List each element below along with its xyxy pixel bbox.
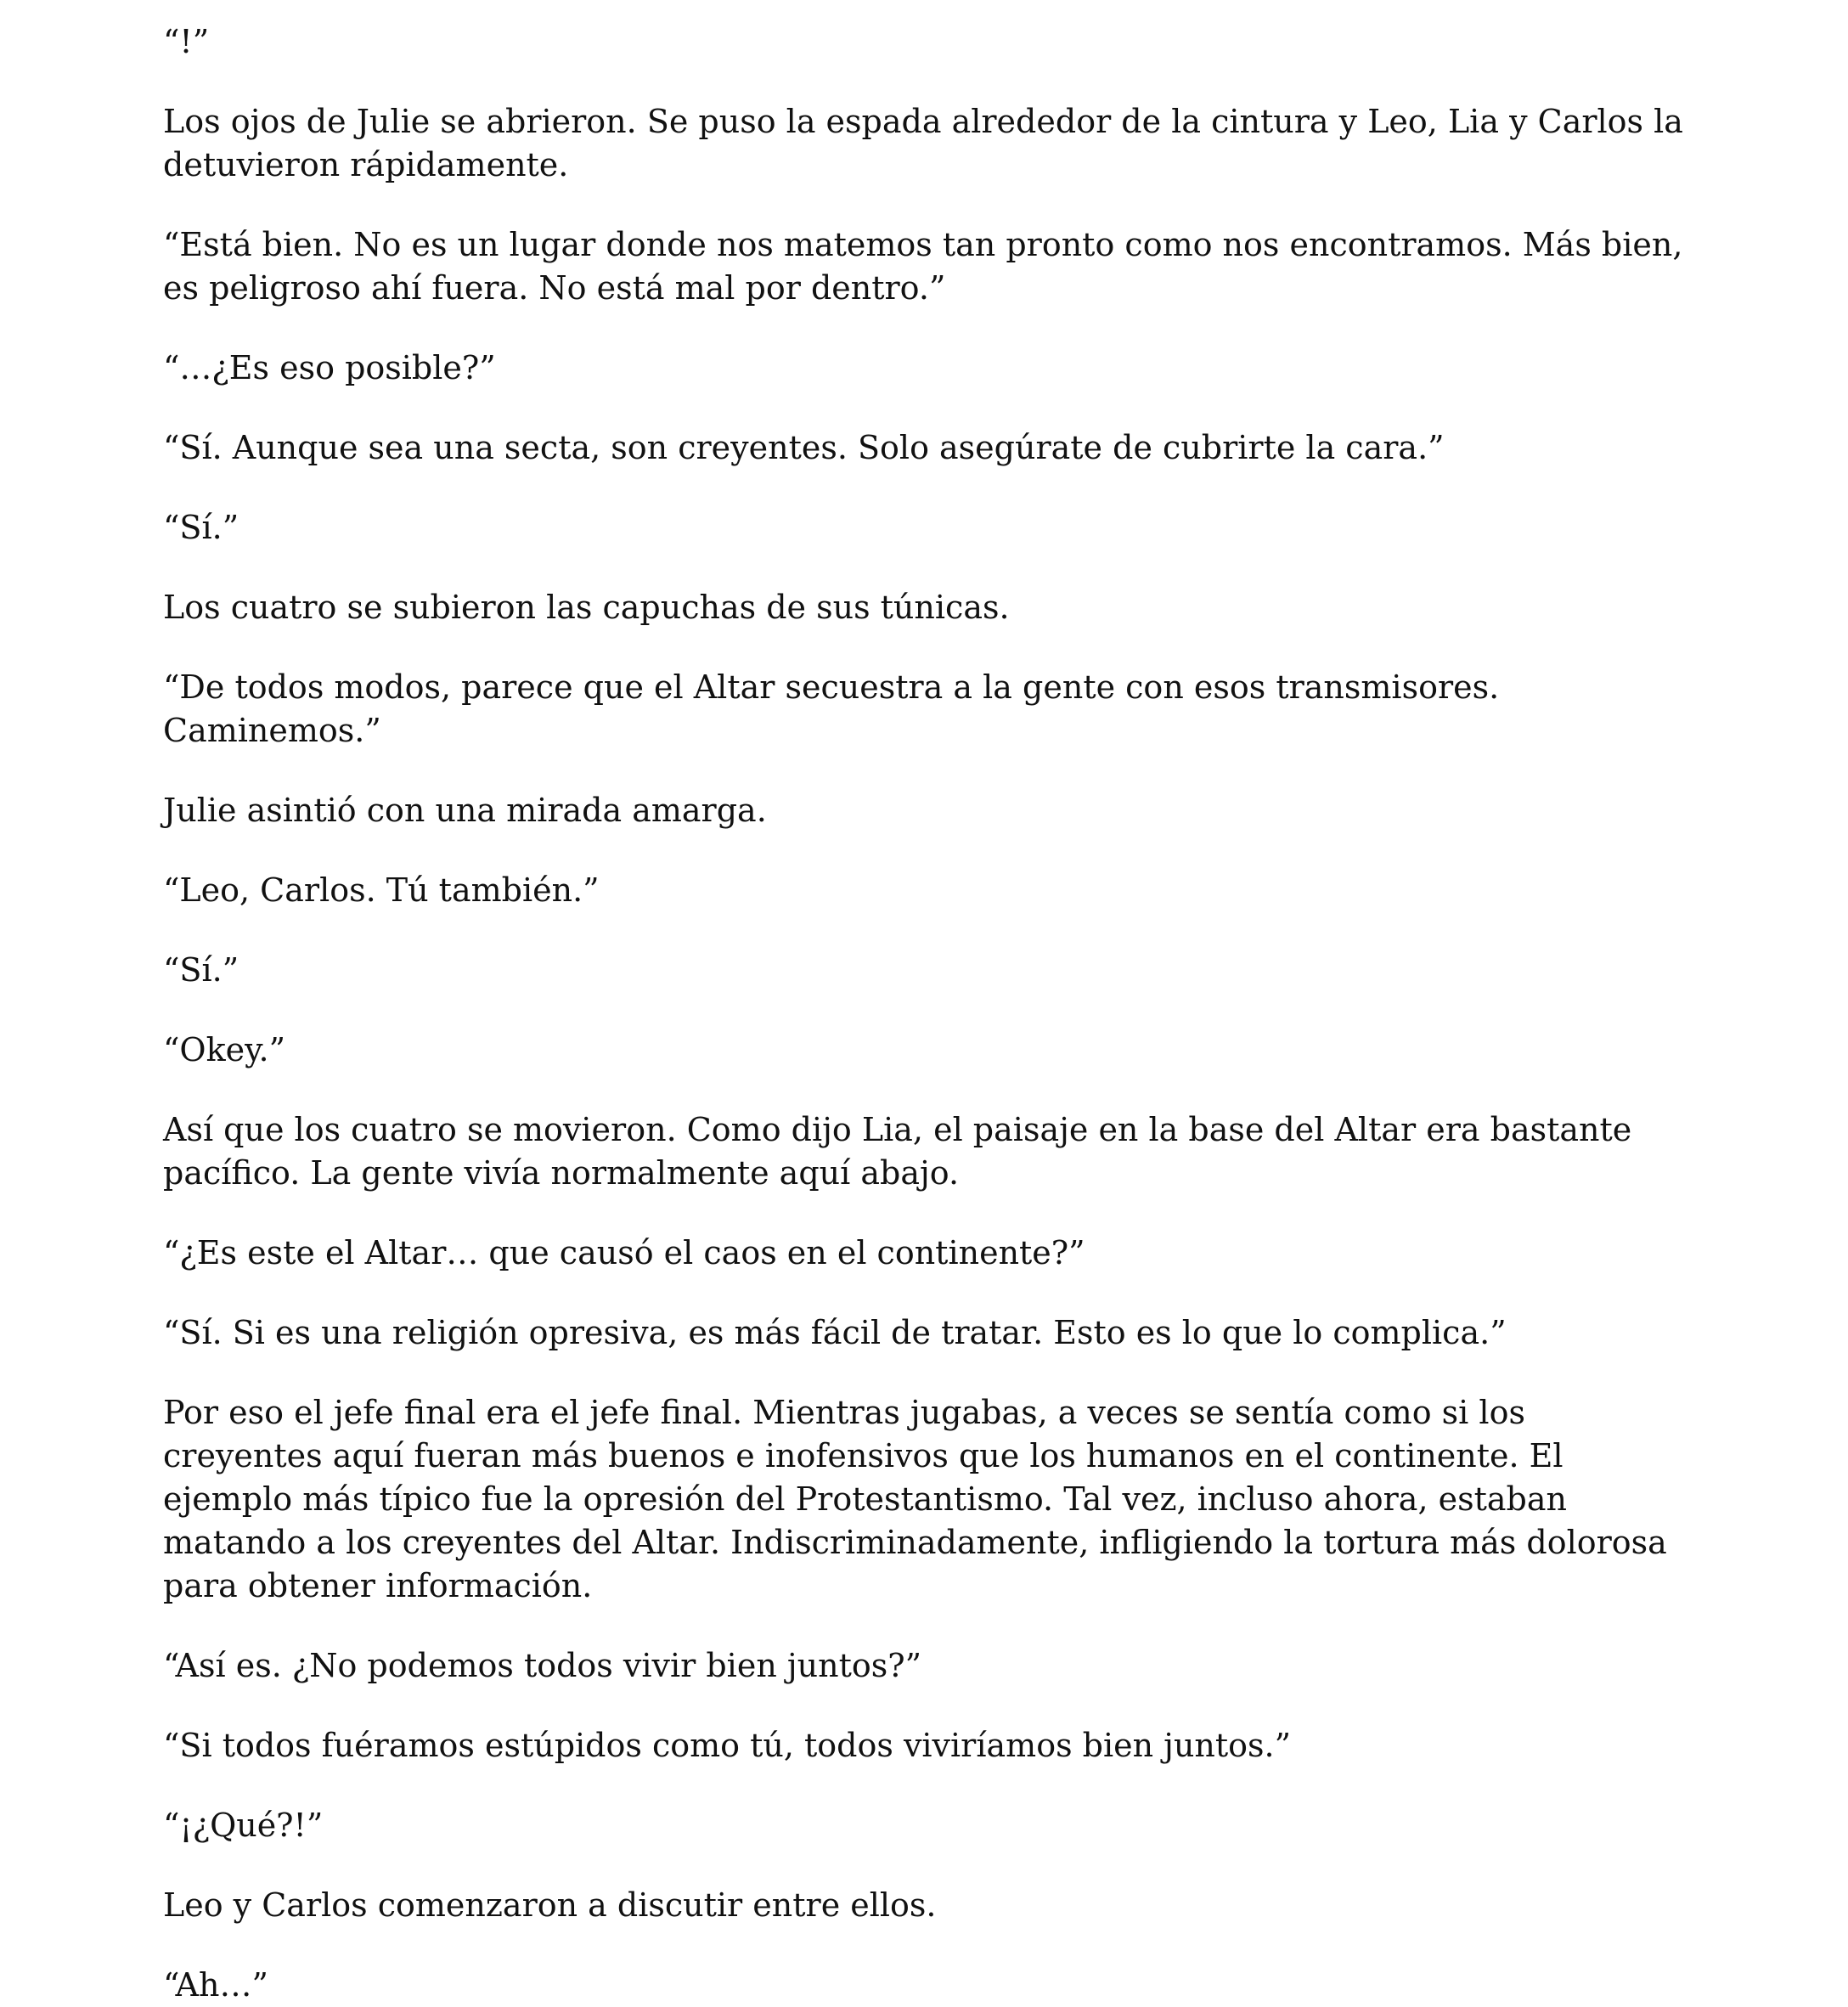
paragraph-21: “Ah…”	[163, 1966, 268, 2004]
paragraph-15: “Sí. Si es una religión opresiva, es más fácil de tratar. Esto es lo que lo complica.”	[163, 1314, 1507, 1351]
paragraph-8: “De todos modos, parece que el Altar secuestra a la gente con esos transmisores. Caminemos.”	[163, 668, 1500, 749]
paragraph-19: “¡¿Qué?!”	[163, 1807, 324, 1844]
paragraph-5: “Sí. Aunque sea una secta, son creyentes. Solo asegúrate de cubrirte la cara.”	[163, 429, 1445, 466]
paragraph-11: “Sí.”	[163, 951, 239, 989]
paragraph-18: “Si todos fuéramos estúpidos como tú, todos viviríamos bien juntos.”	[163, 1727, 1292, 1764]
paragraph-14: “¿Es este el Altar… que causó el caos en el continente?”	[163, 1234, 1085, 1271]
paragraph-1: “!”	[163, 23, 210, 60]
paragraph-4: “…¿Es eso posible?”	[163, 349, 496, 386]
paragraph-20: Leo y Carlos comenzaron a discutir entre ellos.	[163, 1886, 937, 1924]
paragraph-10: “Leo, Carlos. Tú también.”	[163, 871, 600, 909]
paragraph-3: “Está bien. No es un lugar donde nos matemos tan pronto como nos encontramos. Más bien, es peligroso ahí fuera. No está mal por dentro.”	[163, 226, 1683, 307]
paragraph-6: “Sí.”	[163, 509, 239, 546]
paragraph-13: Así que los cuatro se movieron. Como dijo Lia, el paisaje en la base del Altar era bastante pacífico. La gente vivía normalmente aquí abajo.	[163, 1111, 1632, 1192]
paragraph-7: Los cuatro se subieron las capuchas de sus túnicas.	[163, 589, 1010, 626]
paragraph-16: Por eso el jefe final era el jefe final. Mientras jugabas, a veces se sentía como si los creyentes aquí fueran más buenos e inofensivos que los humanos en el continente. El ejemplo más típico fue la opresión del Protestantismo. Tal vez, incluso ahora, estaban matando a los creyentes del Altar. Indiscriminadamente, infligiendo la tortura más dolorosa para obtener información.	[163, 1394, 1667, 1604]
paragraph-9: Julie asintió con una mirada amarga.	[163, 792, 767, 829]
document-page	[163, 20, 1692, 2007]
paragraph-12: “Okey.”	[163, 1031, 286, 1068]
paragraph-17: “Así es. ¿No podemos todos vivir bien juntos?”	[163, 1647, 922, 1684]
paragraph-2: Los ojos de Julie se abrieron. Se puso la espada alrededor de la cintura y Leo, Lia y Carlos la detuvieron rápidamente.	[163, 103, 1683, 183]
